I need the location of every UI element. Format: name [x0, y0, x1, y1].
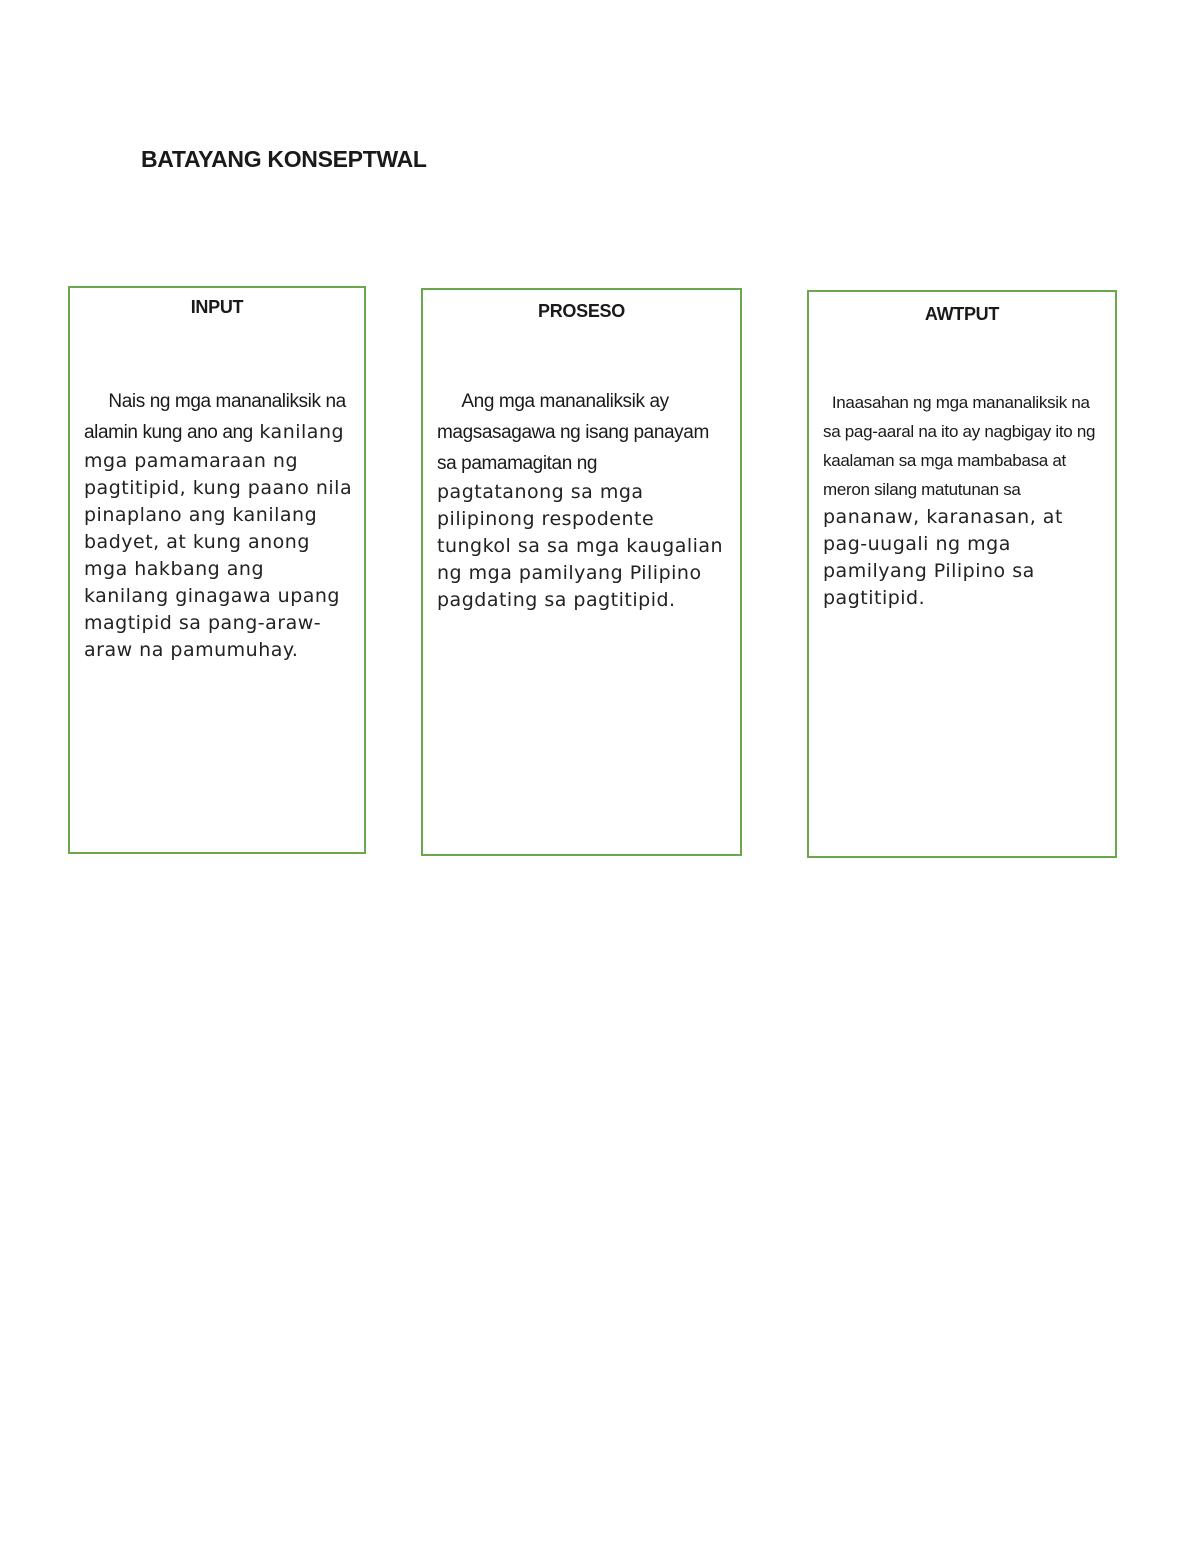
proseso-lead-bold-2: ng isang [560, 422, 629, 443]
awtput-body [823, 388, 1105, 612]
input-heading: INPUT [190, 297, 244, 317]
input-lead-2: na alamin [84, 391, 346, 443]
input-lead-bold-1: mananaliksik [215, 391, 321, 412]
input-lead-3: ano [182, 422, 223, 443]
input-box [68, 286, 366, 854]
input-lead-bold-2: kung [142, 422, 183, 443]
awtput-rest: pananaw, karanasan, at pag-uugali ng mga pamilyang Pilipino sa pagtitipid. [823, 506, 1063, 609]
awtput-lead [823, 388, 1105, 504]
proseso-lead-2: ay magsasagawa [437, 391, 669, 443]
proseso-paragraph [437, 386, 730, 614]
proseso-rest: pagtatanong sa mga pilipinong respodente tungkol sa sa mga kaugalian ng mga pamilyang Pilipino pagdating sa pagtitipid. [437, 481, 724, 611]
proseso-box [421, 288, 742, 856]
input-lead-bold-3: ang [222, 422, 253, 443]
awtput-heading: AWTPUT [924, 304, 1000, 324]
awtput-indent [823, 393, 832, 412]
awtput-box [807, 290, 1117, 858]
input-indent [84, 391, 108, 412]
proseso-lead-bold-1: mananaliksik [539, 391, 645, 412]
input-paragraph [84, 386, 354, 664]
proseso-lead-1: Ang mga [461, 391, 540, 412]
input-lead-1: Nais ng mga [108, 391, 216, 412]
awtput-lead-text: Inaasahan ng mga mananaliksik na sa pag-aaral na ito ay nagbigay ito ng kaalaman sa mga mambabasa at meron silang matutunan sa [823, 393, 1096, 499]
proseso-heading: PROSESO [538, 301, 625, 321]
proseso-lead-bold-3: ng [576, 453, 598, 474]
proseso-lead-3: panayam sa pamamagitan [437, 422, 709, 474]
proseso-body [437, 386, 730, 614]
proseso-indent [437, 391, 461, 412]
input-body [84, 386, 354, 664]
page-title: BATAYANG KONSEPTWAL [141, 146, 427, 172]
input-rest: kanilang mga pamamaraan ng pagtitipid, kung paano nila pinaplano ang kanilang badyet, at kung anong mga hakbang ang kanilang ginagawa upang magtipid sa pang-araw-araw na pamumuhay. [84, 421, 353, 661]
